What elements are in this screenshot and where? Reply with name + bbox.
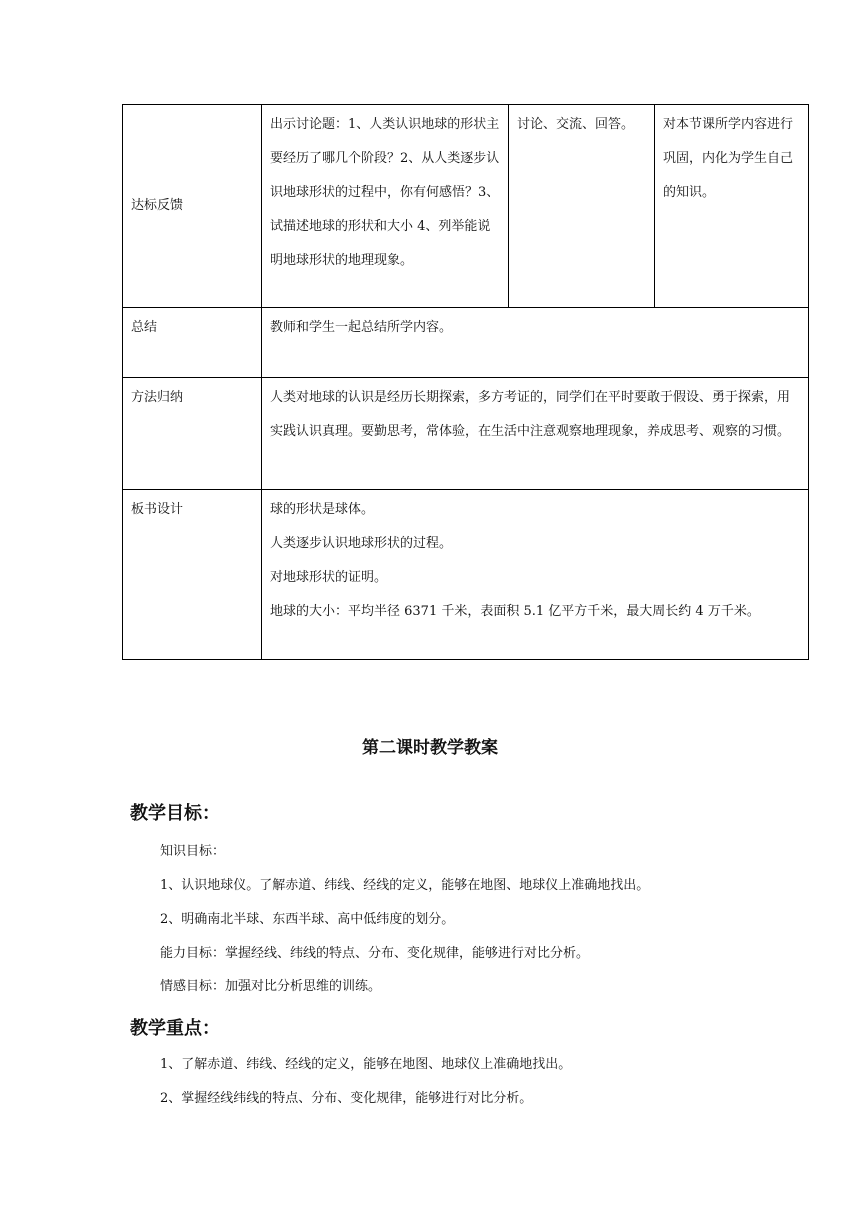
- table-row-summary: [123, 308, 809, 378]
- objectives-line-4: 能力目标：掌握经线、纬线的特点、分布、变化规律，能够进行对比分析。: [160, 946, 590, 961]
- lesson-title: 第二课时教学教案: [362, 738, 498, 758]
- row-label-summary: 总结: [123, 308, 262, 378]
- feedback-discussion-questions: 出示讨论题：1、人类认识地球的形状主要经历了哪几个阶段？2、从人类逐步认识地球形状的过程中，你有何感悟？3、试描述地球的形状和大小 4、列举能说明地球形状的地理现象。: [262, 105, 509, 308]
- objectives-line-5: 情感目标：加强对比分析思维的训练。: [160, 979, 382, 994]
- key-points-line-1: 1、了解赤道、纬线、经线的定义，能够在地图、地球仪上准确地找出。: [160, 1057, 572, 1072]
- table-row-method: [123, 378, 809, 490]
- summary-content: 教师和学生一起总结所学内容。: [262, 308, 809, 378]
- feedback-design-intent: 对本节课所学内容进行巩固，内化为学生自己的知识。: [655, 105, 809, 308]
- row-label-method: 方法归纳: [123, 378, 262, 490]
- board-design-content: [262, 490, 809, 660]
- objectives-line-1: 知识目标：: [160, 844, 226, 859]
- objectives-title: 教学目标：: [130, 803, 220, 824]
- board-line-3: 对地球形状的证明。: [270, 570, 388, 585]
- table-row-board-design: [123, 490, 809, 660]
- objectives-line-3: 2、明确南北半球、东西半球、高中低纬度的划分。: [160, 912, 455, 927]
- board-line-2: 人类逐步认识地球形状的过程。: [270, 536, 453, 551]
- row-label-feedback: 达标反馈: [123, 105, 262, 308]
- method-content: 人类对地球的认识是经历长期探索，多方考证的，同学们在平时要敢于假设、勇于探索，用实践认识真理。要勤思考，常体验，在生活中注意观察地理现象，养成思考、观察的习惯。: [262, 378, 809, 490]
- table-row-feedback: [123, 105, 809, 308]
- board-line-4: 地球的大小：平均半径 6371 千米，表面积 5.1 亿平方千米，最大周长约 4 万千米。: [270, 604, 760, 619]
- key-points-line-2: 2、掌握经线纬线的特点、分布、变化规律，能够进行对比分析。: [160, 1091, 533, 1106]
- objectives-line-2: 1、认识地球仪。了解赤道、纬线、经线的定义，能够在地图、地球仪上准确地找出。: [160, 878, 650, 893]
- feedback-student-activity: 讨论、交流、回答。: [509, 105, 655, 308]
- board-line-1: 球的形状是球体。: [270, 502, 375, 517]
- lesson-plan-table: [122, 104, 809, 660]
- row-label-board-design: 板书设计: [123, 490, 262, 660]
- key-points-title: 教学重点：: [130, 1018, 220, 1039]
